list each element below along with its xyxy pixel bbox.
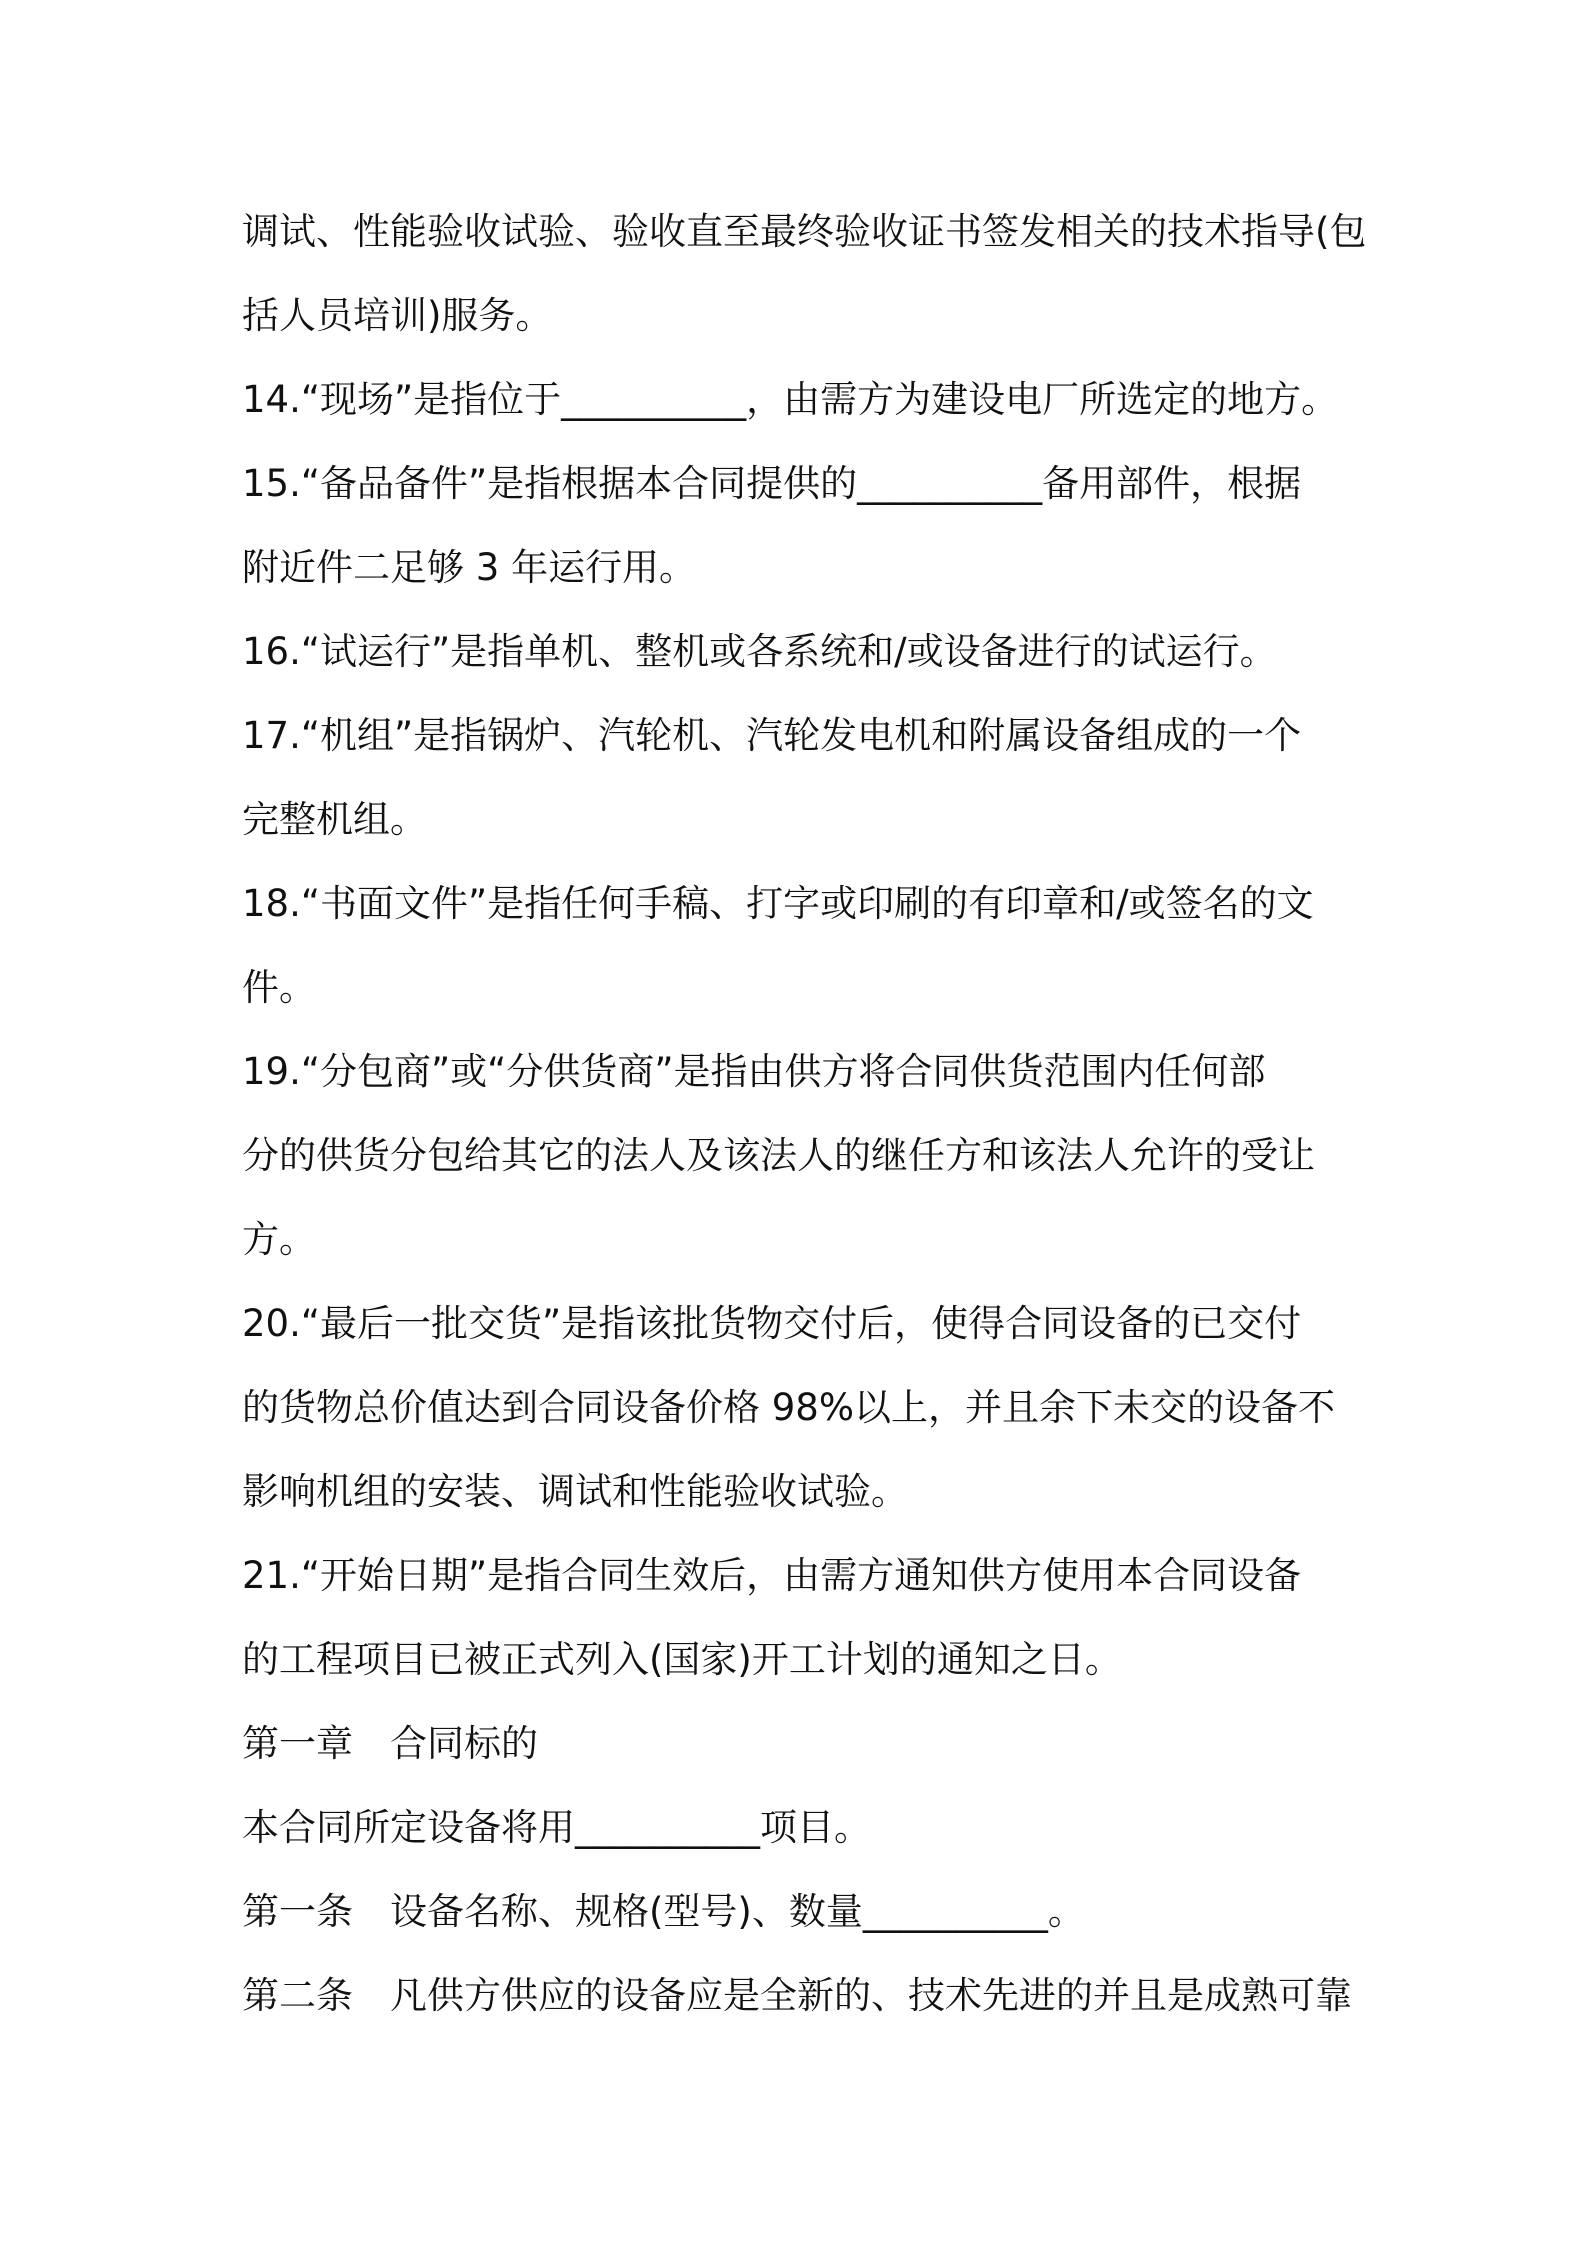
text-line: 附近件二足够 3 年运行用。 [242,546,697,589]
document-body [242,202,1367,2050]
text-line: 括人员培训)服务。 [242,294,553,337]
clause-19: 19.“分包商”或“分供货商”是指由供方将合同供货范围内任何部 [242,1050,1266,1093]
article-1: 第一条 设备名称、规格(型号)、数量__________。 [242,1890,1085,1933]
clause-21: 21.“开始日期”是指合同生效后，由需方通知供方使用本合同设备 [242,1554,1302,1597]
text-line: 分的供货分包给其它的法人及该法人的继任方和该法人允许的受让 [242,1134,1315,1177]
text-line: 方。 [242,1218,316,1261]
chapter-heading: 第一章 合同标的 [242,1722,538,1765]
text-line: 完整机组。 [242,798,427,841]
text-line: 件。 [242,966,316,1009]
text-line: 的货物总价值达到合同设备价格 98%以上，并且余下未交的设备不 [242,1386,1335,1429]
clause-18: 18.“书面文件”是指任何手稿、打字或印刷的有印章和/或签名的文 [242,882,1314,925]
text-line: 的工程项目已被正式列入(国家)开工计划的通知之日。 [242,1638,1122,1681]
clause-16: 16.“试运行”是指单机、整机或各系统和/或设备进行的试运行。 [242,630,1277,673]
text-line: 影响机组的安装、调试和性能验收试验。 [242,1470,908,1513]
clause-14: 14.“现场”是指位于__________，由需方为建设电厂所选定的地方。 [242,378,1339,421]
article-2: 第二条 凡供方供应的设备应是全新的、技术先进的并且是成熟可靠 [242,1974,1352,2017]
clause-15: 15.“备品备件”是指根据本合同提供的__________备用部件，根据 [242,462,1302,505]
clause-17: 17.“机组”是指锅炉、汽轮机、汽轮发电机和附属设备组成的一个 [242,714,1302,757]
clause-20: 20.“最后一批交货”是指该批货物交付后，使得合同设备的已交付 [242,1302,1302,1345]
text-line: 调试、性能验收试验、验收直至最终验收证书签发相关的技术指导(包 [242,210,1367,253]
text-line: 本合同所定设备将用__________项目。 [242,1806,871,1849]
